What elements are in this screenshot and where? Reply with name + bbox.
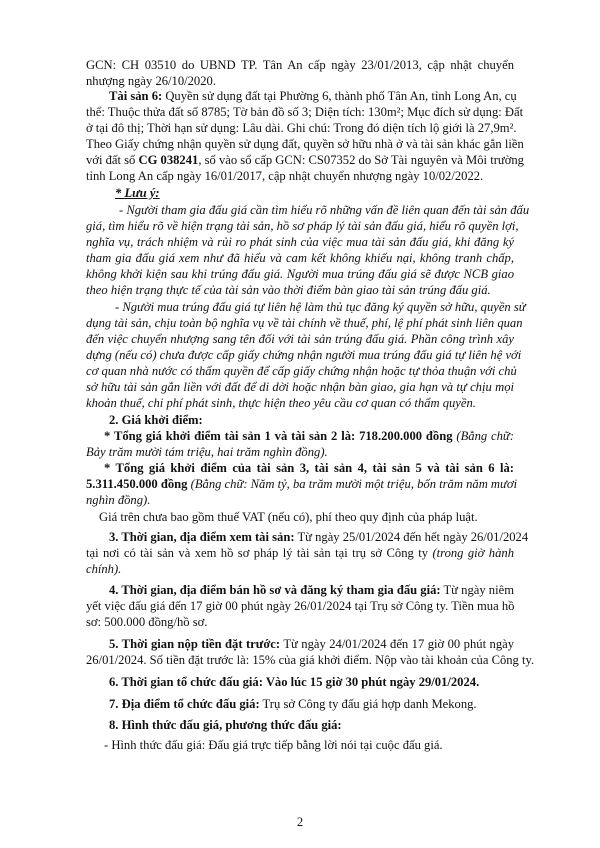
text-line: sơ: 500.000 đồng/hồ sơ. <box>86 615 208 629</box>
note-line: không khởi kiện sau khi trúng đấu giá. Người mua trúng đấu giá sẽ được NCB giao <box>86 267 514 281</box>
section-6-line: 6. Thời gian tổ chức đấu giá: Vào lúc 15 giờ 30 phút ngày 29/01/2024. <box>109 675 480 689</box>
price-line: Bảy trăm mười tám triệu, hai trăm nghìn đồng). <box>86 445 328 459</box>
section-8-heading: 8. Hình thức đấu giá, phương thức đấu giá: <box>109 718 342 732</box>
price-line: * Tổng giá khởi điểm của tài sản 3, tài sản 4, tài sản 5 và tài sản 6 là: <box>104 461 514 475</box>
asset-6-heading-line: Tài sản 6: Quyền sử dụng đất tại Phường 6, thành phố Tân An, tỉnh Long An, cụ <box>109 89 517 103</box>
note-line: giá, tìm hiểu rõ về hiện trạng tài sản, hồ sơ pháp lý tài sản đấu giá, hiểu rõ quyền lợi, <box>86 219 519 233</box>
section-3-line: 3. Thời gian, địa điểm xem tài sản: Từ ngày 25/01/2024 đến hết ngày 26/01/2024 <box>109 530 529 544</box>
text-line: Giá trên chưa bao gồm thuế VAT (nếu có), phí theo quy định của pháp luật. <box>99 510 478 524</box>
note-line: theo hiện trạng thực tế của tài sản vào thời điểm bàn giao tài sản trúng đấu giá. <box>86 283 491 297</box>
text-line: nhượng ngày 26/10/2020. <box>86 74 216 88</box>
section-5-line: 5. Thời gian nộp tiền đặt trước: Từ ngày 24/01/2024 đến 17 giờ 00 phút ngày <box>109 637 514 651</box>
text-line: 26/01/2024. Số tiền đặt trước là: 15% của giá khởi điểm. Nộp vào tài khoản của Công ty. <box>86 653 535 667</box>
text-line: - Hình thức đấu giá: Đấu giá trực tiếp bằng lời nói tại cuộc đấu giá. <box>104 738 443 752</box>
text-line: thể: Thuộc thửa đất số 8785; Tờ bản đồ số 3; Diện tích: 130m²; Mục đích sử dụng: Đất <box>86 105 524 119</box>
page-number: 2 <box>296 815 304 829</box>
section-7-line: 7. Địa điểm tổ chức đấu giá: Trụ sở Công ty đấu giá hợp danh Mekong. <box>109 697 477 711</box>
note-line: khoản thuế, chi phí phát sinh, thực hiện theo yêu cầu cơ quan có thẩm quyền. <box>86 396 476 410</box>
price-line: nghìn đồng). <box>86 493 151 507</box>
text-line: tại nơi có tài sản và xem hồ sơ pháp lý tài sản tại trụ sở Công ty (trong giờ hành <box>86 546 514 560</box>
note-line: đến việc chuyển nhượng sang tên đối với tài sản trúng đấu giá. Phần công trình xây <box>86 332 514 346</box>
note-line: dụng tài sản, chịu toàn bộ nghĩa vụ về tài chính về thuế, phí, lệ phí phát sinh liên quan <box>86 316 523 330</box>
text-line: Theo Giấy chứng nhận quyền sử dụng đất, quyền sở hữu nhà ở và tài sản khác gắn liền <box>86 137 524 151</box>
text-line: chính). <box>86 562 122 576</box>
note-line: dựng (nếu có) chưa được cấp giấy chứng nhận người mua trúng đấu giá tự liên hệ với <box>86 348 522 362</box>
note-heading: * Lưu ý: <box>115 186 160 200</box>
text-line: yết việc đấu giá đến 17 giờ 00 phút ngày 26/01/2024 tại Trụ sở Công ty. Tiền mua hồ <box>86 599 515 613</box>
note-line: - Người tham gia đấu giá cần tìm hiểu rõ những vấn đề liên quan đến tài sản đấu <box>119 203 530 217</box>
text-line: tỉnh Long An cấp ngày 16/01/2017, cập nhật chuyển nhượng ngày 10/02/2022. <box>86 169 484 183</box>
section-4-line: 4. Thời gian, địa điểm bán hồ sơ và đăng ký tham gia đấu giá: Từ ngày niêm <box>109 583 514 597</box>
note-line: tham gia đấu giá xem như đã hiểu và cam kết không khiếu nại, không tranh chấp, <box>86 251 514 265</box>
note-line: sở hữu tài sản gắn liền với đất để di dời hoặc nhận bàn giao, gia hạn và tự chịu mọi <box>86 380 514 394</box>
price-line: * Tổng giá khởi điểm tài sản 1 và tài sản 2 là: 718.200.000 đồng (Bằng chữ: <box>104 429 514 443</box>
section-heading: 2. Giá khởi điểm: <box>109 413 203 427</box>
note-line: nghĩa vụ, trách nhiệm và rủi ro phát sinh của việc mua tài sản đấu giá, khi đăng ký <box>86 235 514 249</box>
price-line: 5.311.450.000 đồng (Bằng chữ: Năm tỷ, ba trăm mười một triệu, bốn trăm năm mươi <box>86 477 518 491</box>
note-line: - Người mua trúng đấu giá tự liên hệ làm thủ tục đăng ký quyền sở hữu, quyền sử <box>115 300 526 314</box>
note-line: cơ quan nhà nước có thẩm quyền để cấp giấy chứng nhận hoặc tự thỏa thuận với chủ <box>86 364 517 378</box>
text-line: với đất số CG 038241, số vào sổ cấp GCN: CS07352 do Sở Tài nguyên và Môi trường <box>86 153 524 167</box>
text-line: GCN: CH 03510 do UBND TP. Tân An cấp ngày 23/01/2013, cập nhật chuyển <box>86 58 514 72</box>
text-line: ở tại đô thị; Thời hạn sử dụng: Lâu dài. Ghi chú: Trong đó diện tích lộ giới là 27,9m². <box>86 121 517 135</box>
